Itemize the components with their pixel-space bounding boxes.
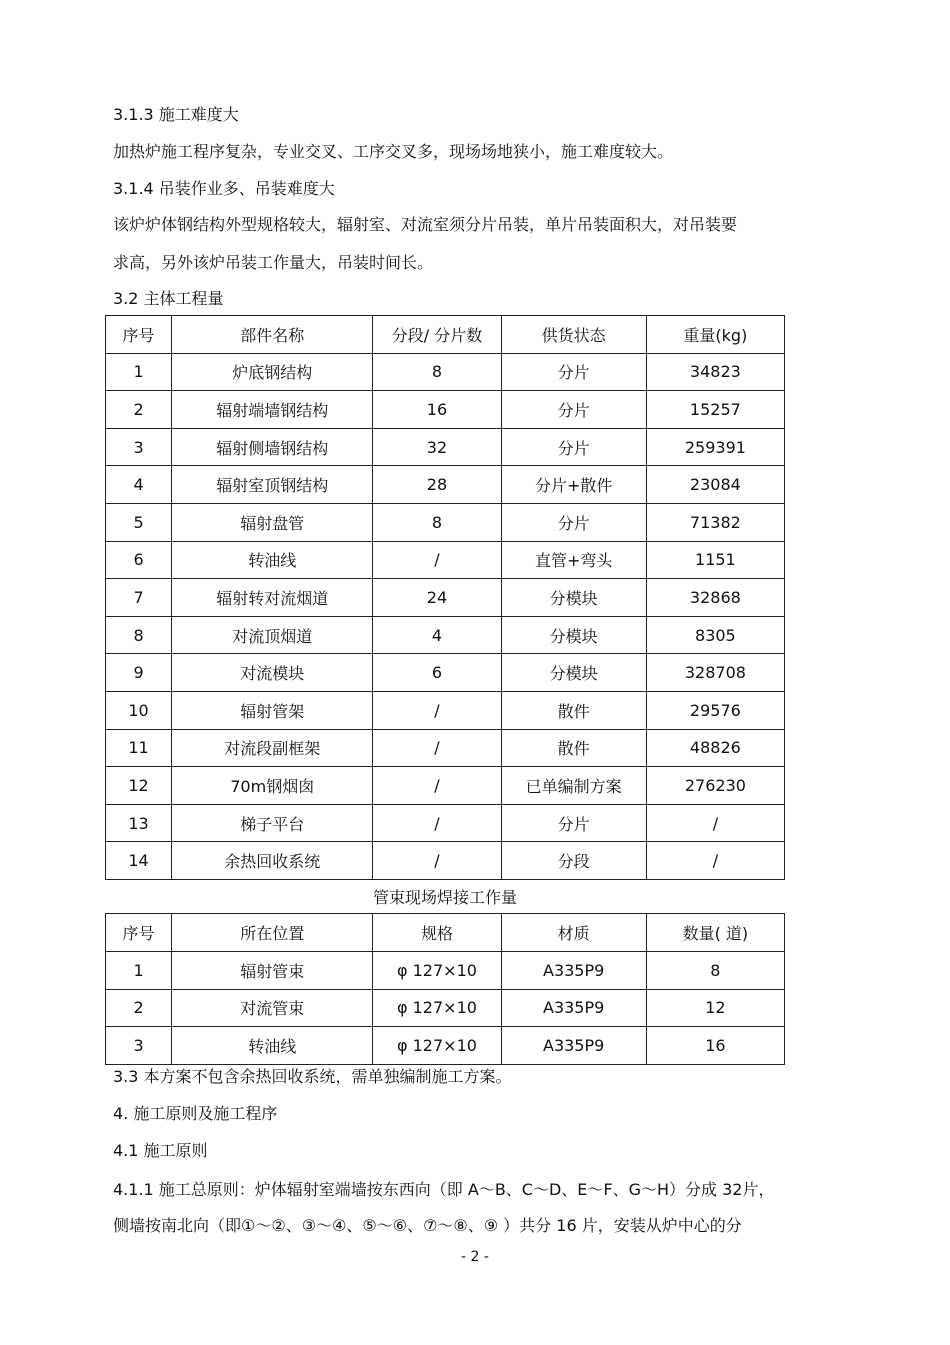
main-table-cell: 对流段副框架 [172, 729, 373, 767]
paragraph-4-1-1-line2: 侧墙按南北向（即①～②、③～④、⑤～⑥、⑦～⑧、⑨ ）共分 16 片，安装从炉中心的分 [113, 1216, 742, 1235]
main-table-cell: 2 [106, 391, 172, 429]
weld-table-header-cell: 数量( 道) [646, 914, 784, 952]
table-row [106, 729, 785, 767]
main-table-header-cell: 供货状态 [501, 316, 646, 354]
main-table-cell: / [646, 804, 784, 842]
main-table-header-cell: 分段/ 分片数 [373, 316, 501, 354]
main-table-cell: / [373, 729, 501, 767]
main-table-cell: 28 [373, 466, 501, 504]
main-table-cell: 8 [373, 353, 501, 391]
main-table-cell: 32868 [646, 579, 784, 617]
main-table-cell: 5 [106, 503, 172, 541]
table-row [106, 579, 785, 617]
main-table-cell: 10 [106, 691, 172, 729]
weld-table-cell: 12 [646, 989, 784, 1027]
table-row [106, 428, 785, 466]
main-table-cell: 辐射转对流烟道 [172, 579, 373, 617]
weld-table-cell: φ 127×10 [373, 1027, 501, 1065]
weld-table-cell: 2 [106, 989, 172, 1027]
heading-4-1: 4.1 施工原则 [113, 1141, 208, 1160]
table-row [106, 951, 785, 989]
main-table-cell: 梯子平台 [172, 804, 373, 842]
heading-3-3: 3.3 本方案不包含余热回收系统，需单独编制施工方案。 [113, 1067, 512, 1086]
weld-table-header-cell: 所在位置 [172, 914, 373, 952]
main-table-cell: 12 [106, 767, 172, 805]
table-row [106, 804, 785, 842]
weld-table-cell: 对流管束 [172, 989, 373, 1027]
main-table-cell: 15257 [646, 391, 784, 429]
paragraph-4-1-1-line1: 4.1.1 施工总原则：炉体辐射室端墙按东西向（即 A～B、C～D、E～F、G～H）分成 32片， [113, 1180, 775, 1199]
main-table-cell: 16 [373, 391, 501, 429]
weld-table-cell: A335P9 [501, 951, 646, 989]
main-table-cell: 辐射端墙钢结构 [172, 391, 373, 429]
weld-table-header-cell: 序号 [106, 914, 172, 952]
table-row [106, 466, 785, 504]
weld-table-caption: 管束现场焊接工作量 [372, 888, 517, 907]
main-table-cell: 炉底钢结构 [172, 353, 373, 391]
main-table-cell: 辐射侧墙钢结构 [172, 428, 373, 466]
main-table-header-cell: 重量(kg) [646, 316, 784, 354]
main-table-cell: / [373, 842, 501, 880]
main-table-cell: 71382 [646, 503, 784, 541]
main-table-cell: 32 [373, 428, 501, 466]
main-table-cell: 14 [106, 842, 172, 880]
table-row [106, 1027, 785, 1065]
weld-table-cell: 16 [646, 1027, 784, 1065]
weld-table-header-row [106, 914, 785, 952]
weld-table-cell: A335P9 [501, 1027, 646, 1065]
main-table-header-cell: 部件名称 [172, 316, 373, 354]
main-table-cell: 对流顶烟道 [172, 616, 373, 654]
main-table-cell: 辐射管架 [172, 691, 373, 729]
main-table-cell: 分片 [501, 503, 646, 541]
main-table-header-cell: 序号 [106, 316, 172, 354]
weld-table-cell: φ 127×10 [373, 989, 501, 1027]
weld-table-cell: 3 [106, 1027, 172, 1065]
main-table-cell: 分模块 [501, 654, 646, 692]
main-table-cell: 48826 [646, 729, 784, 767]
paragraph-difficulty: 加热炉施工程序复杂，专业交叉、工序交叉多，现场场地狭小，施工难度较大。 [113, 142, 674, 161]
main-table-cell: 7 [106, 579, 172, 617]
weld-table-cell: φ 127×10 [373, 951, 501, 989]
heading-3-1-4: 3.1.4 吊装作业多、吊装难度大 [113, 179, 335, 198]
table-row [106, 503, 785, 541]
main-table-cell: 34823 [646, 353, 784, 391]
heading-3-2: 3.2 主体工程量 [113, 289, 224, 308]
main-table-cell: 1 [106, 353, 172, 391]
heading-4: 4. 施工原则及施工程序 [113, 1104, 278, 1123]
main-table-cell: 29576 [646, 691, 784, 729]
main-table-cell: 11 [106, 729, 172, 767]
main-table-cell: 辐射室顶钢结构 [172, 466, 373, 504]
main-table-cell: 6 [106, 541, 172, 579]
table-row [106, 989, 785, 1027]
main-table-cell: 散件 [501, 691, 646, 729]
main-table-cell: 分段 [501, 842, 646, 880]
weld-table-cell: 转油线 [172, 1027, 373, 1065]
table-row [106, 391, 785, 429]
main-table-cell: 3 [106, 428, 172, 466]
main-table-cell: 已单编制方案 [501, 767, 646, 805]
weld-table-cell: 8 [646, 951, 784, 989]
main-table-cell: / [373, 541, 501, 579]
main-table-cell: 分模块 [501, 616, 646, 654]
main-table-cell: 4 [373, 616, 501, 654]
table-row [106, 767, 785, 805]
main-table-cell: 6 [373, 654, 501, 692]
main-table-cell: / [646, 842, 784, 880]
main-table-cell: 13 [106, 804, 172, 842]
main-table-cell: 余热回收系统 [172, 842, 373, 880]
main-table-cell: 70m钢烟囱 [172, 767, 373, 805]
weld-quantity-table [105, 913, 785, 1065]
main-table-cell: 276230 [646, 767, 784, 805]
main-table-cell: 分片 [501, 804, 646, 842]
heading-3-1-3: 3.1.3 施工难度大 [113, 105, 239, 124]
main-table-cell: 24 [373, 579, 501, 617]
paragraph-lifting-2: 求高，另外该炉吊装工作量大，吊装时间长。 [113, 253, 434, 272]
main-table-cell: / [373, 767, 501, 805]
main-table-cell: 23084 [646, 466, 784, 504]
main-table-cell: 分片 [501, 391, 646, 429]
main-table-cell: 分模块 [501, 579, 646, 617]
weld-table-cell: 辐射管束 [172, 951, 373, 989]
weld-table-cell: 1 [106, 951, 172, 989]
page-number: - 2 - [461, 1249, 489, 1265]
main-table-cell: 转油线 [172, 541, 373, 579]
table-row [106, 616, 785, 654]
main-table-cell: 分片+散件 [501, 466, 646, 504]
weld-table-header-cell: 规格 [373, 914, 501, 952]
main-quantity-table [105, 315, 785, 880]
main-table-cell: 对流模块 [172, 654, 373, 692]
weld-table-cell: A335P9 [501, 989, 646, 1027]
main-table-cell: / [373, 804, 501, 842]
main-table-cell: 1151 [646, 541, 784, 579]
main-table-cell: 散件 [501, 729, 646, 767]
main-table-cell: 辐射盘管 [172, 503, 373, 541]
table-row [106, 842, 785, 880]
main-table-cell: 直管+弯头 [501, 541, 646, 579]
main-table-cell: 8 [106, 616, 172, 654]
table-row [106, 541, 785, 579]
main-table-cell: 259391 [646, 428, 784, 466]
main-table-cell: / [373, 691, 501, 729]
main-table-cell: 8305 [646, 616, 784, 654]
paragraph-lifting-1: 该炉炉体钢结构外型规格较大，辐射室、对流室须分片吊装，单片吊装面积大，对吊装要 [113, 215, 738, 234]
main-table-cell: 4 [106, 466, 172, 504]
main-table-header-row [106, 316, 785, 354]
main-table-cell: 分片 [501, 353, 646, 391]
main-table-cell: 9 [106, 654, 172, 692]
weld-table-header-cell: 材质 [501, 914, 646, 952]
main-table-cell: 分片 [501, 428, 646, 466]
table-row [106, 691, 785, 729]
table-row [106, 353, 785, 391]
main-table-cell: 328708 [646, 654, 784, 692]
table-row [106, 654, 785, 692]
main-table-cell: 8 [373, 503, 501, 541]
